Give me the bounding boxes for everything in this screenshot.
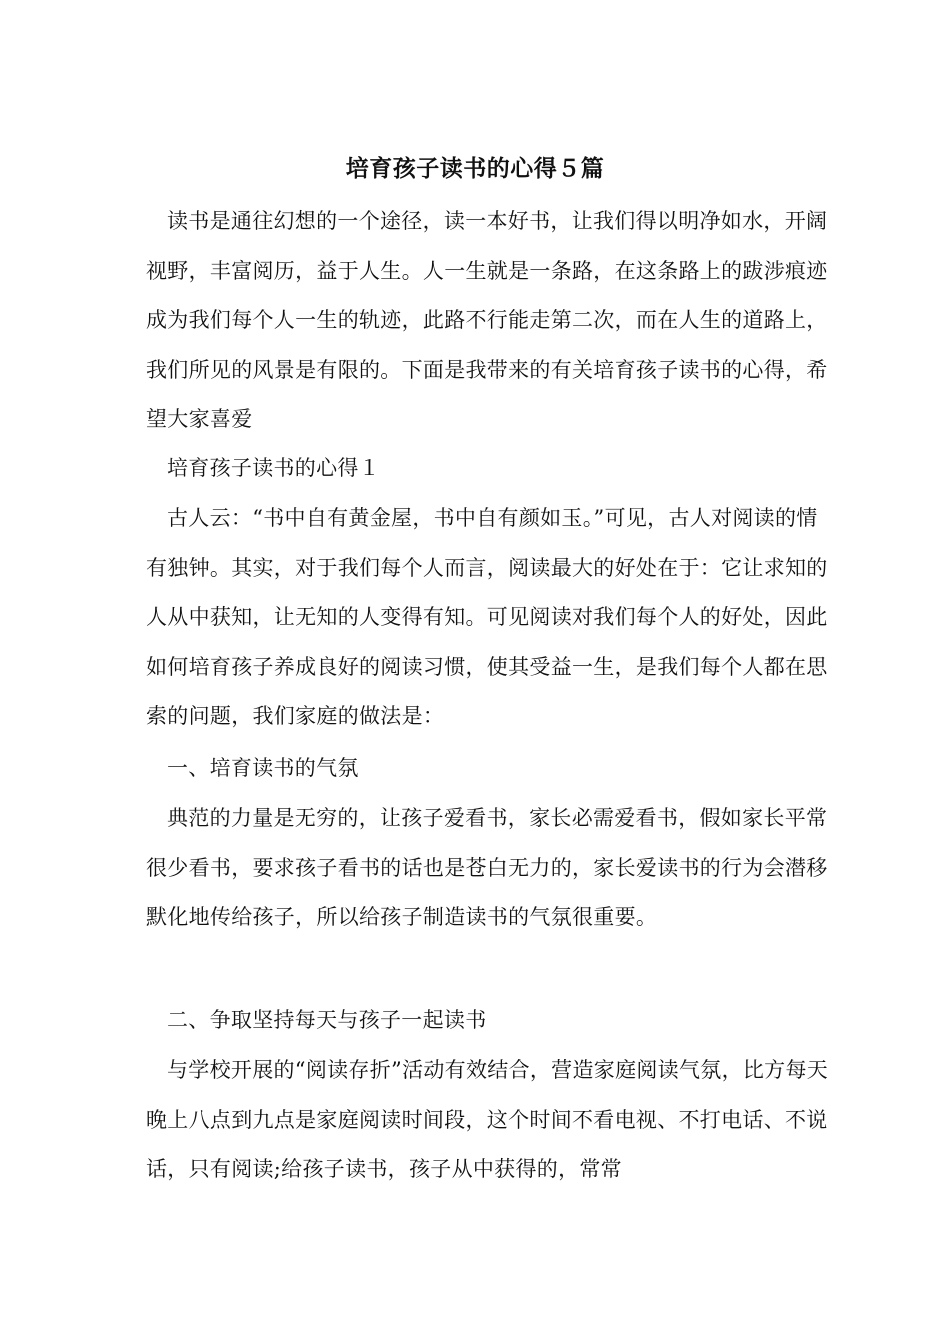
- point-heading-2: 二、争取坚持每天与孩子一起读书: [167, 1008, 487, 1032]
- section1-paragraph: 古人云：“书中自有黄金屋，书中自有颜如玉。”可见，古人对阅读的情有独钟。其实，对于我们每个人而言，阅读最大的好处在于：它让求知的人从中获知，让无知的人变得有知。可见阅读对我们每个人的好处，因此如何培育孩子养成良好的阅读习惯，使其受益一生，是我们每个人都在思索的问题，我们家庭的做法是：: [146, 506, 828, 728]
- section-heading-1: 培育孩子读书的心得１: [167, 456, 380, 480]
- point2-paragraph: 与学校开展的“阅读存折”活动有效结合，营造家庭阅读气氛，比方每天晚上八点到九点是家庭阅读时间段，这个时间不看电视、不打电话、不说话，只有阅读;给孩子读书，孩子从中获得的，常常: [146, 1058, 829, 1181]
- point1-paragraph: 典范的力量是无穷的，让孩子爱看书，家长必需爱看书，假如家长平常很少看书，要求孩子看书的话也是苍白无力的，家长爱读书的行为会潜移默化地传给孩子，所以给孩子制造读书的气氛很重要。: [146, 806, 828, 929]
- document-title: 培育孩子读书的心得５篇: [345, 156, 605, 182]
- intro-paragraph: 读书是通往幻想的一个途径，读一本好书，让我们得以明净如水，开阔视野，丰富阅历，益于人生。人一生就是一条路，在这条路上的跋涉痕迹成为我们每个人一生的轨迹，此路不行能走第二次，而在人生的道路上，我们所见的风景是有限的。下面是我带来的有关培育孩子读书的心得，希望大家喜爱: [146, 209, 828, 431]
- point-heading-1: 一、培育读书的气氛: [167, 756, 359, 780]
